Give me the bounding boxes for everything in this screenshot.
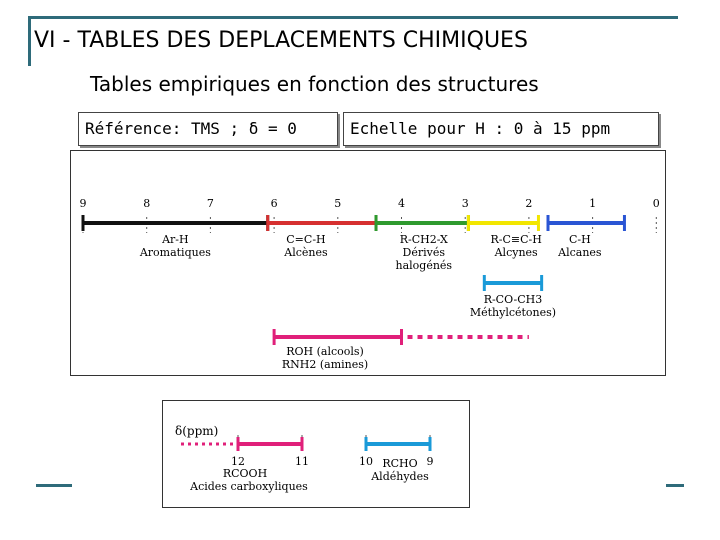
range-label2-halide: Dérivés: [402, 246, 446, 259]
main-tick-label-0: 0: [652, 197, 660, 210]
lower-label2-aldehyde: Aldéhydes: [371, 470, 429, 483]
range-label1-alkane: C-H: [568, 233, 591, 246]
title-frame-top: [28, 16, 678, 19]
lower-label2-acid: Acides carboxyliques: [190, 480, 308, 493]
main-shift-panel: [70, 150, 666, 376]
range-label1-aromatic: Ar-H: [162, 233, 189, 246]
lower-tick-label-9: 9: [426, 455, 434, 468]
main-tick-label-8: 8: [143, 197, 151, 210]
main-tick-label-5: 5: [334, 197, 342, 210]
range-label2-alcohol: RNH2 (amines): [281, 358, 369, 371]
range-label2-ketone: Méthylcétones): [469, 306, 557, 319]
main-tick-label-3: 3: [461, 197, 469, 210]
lower-shift-panel: [162, 400, 470, 508]
main-tick-label-4: 4: [398, 197, 405, 210]
range-label2-alkane: Alcanes: [558, 246, 602, 259]
lower-shift-svg: [163, 401, 469, 507]
main-tick-label-2: 2: [525, 197, 533, 210]
range-label1-alkyne: R-C≡C-H: [490, 233, 542, 246]
range-label1-halide: R-CH2-X: [399, 233, 448, 246]
title-frame-left: [28, 16, 31, 66]
lower-tick-label-11: 11: [295, 455, 309, 468]
range-label1-alcohol: ROH (alcools): [286, 345, 364, 358]
lower-axis-label: δ(ppm): [175, 424, 219, 438]
lower-tick-label-10: 10: [359, 455, 373, 468]
reference-box: Référence: TMS ; δ = 0: [78, 112, 338, 146]
lower-tick-label-12: 12: [231, 455, 245, 468]
scale-box: Echelle pour H : 0 à 15 ppm: [343, 112, 659, 146]
range-label2-alkene: Alcènes: [284, 246, 328, 259]
main-tick-label-9: 9: [79, 197, 87, 210]
page-subtitle: Tables empiriques en fonction des structures: [90, 72, 539, 96]
lower-label1-acid: RCOOH: [222, 467, 268, 480]
range-label3-halide: halogénés: [395, 259, 453, 272]
range-label2-aromatic: Aromatiques: [139, 246, 211, 259]
page-title: VI - TABLES DES DEPLACEMENTS CHIMIQUES: [34, 28, 528, 53]
range-label1-ketone: R-CO-CH3: [483, 293, 543, 306]
main-shift-svg: [71, 151, 665, 375]
left-decor-dash: [36, 484, 72, 487]
main-tick-label-1: 1: [589, 197, 597, 210]
main-tick-label-6: 6: [270, 197, 278, 210]
lower-label1-aldehyde: RCHO: [382, 457, 418, 470]
range-label1-alkene: C=C-H: [286, 233, 326, 246]
main-tick-label-7: 7: [206, 197, 214, 210]
right-decor-dash: [666, 484, 684, 487]
range-label2-alkyne: Alcynes: [494, 246, 538, 259]
